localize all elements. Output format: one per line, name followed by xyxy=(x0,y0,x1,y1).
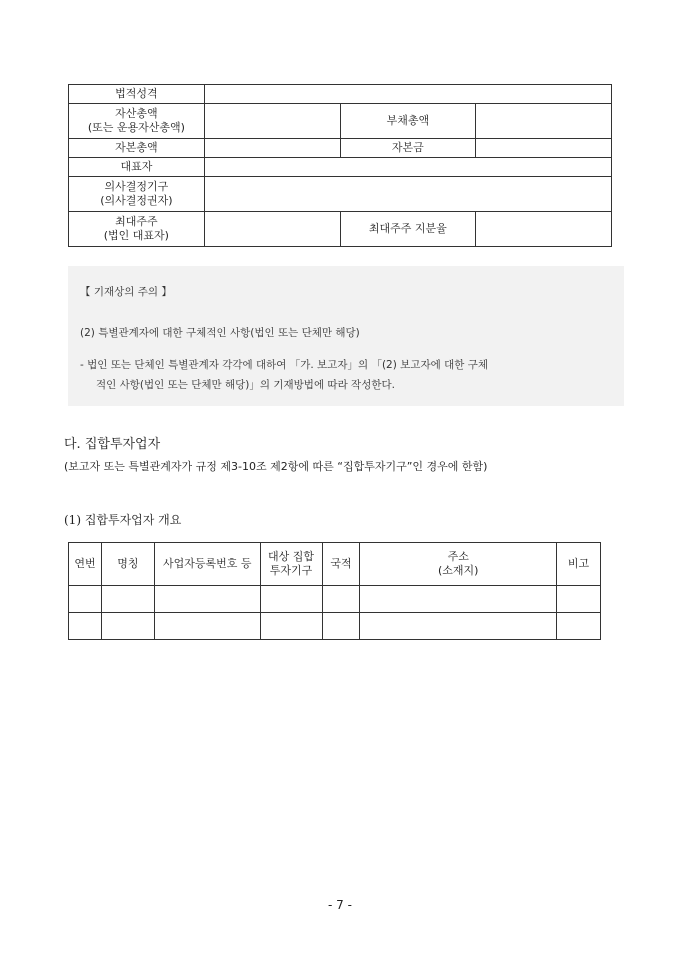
total-assets-label-line1: 자산총액 xyxy=(115,107,158,120)
table-cell xyxy=(260,586,322,613)
table-cell xyxy=(260,613,322,640)
largest-shareholder-ratio-value xyxy=(476,212,612,247)
capital-stock-label: 자본금 xyxy=(340,139,476,158)
notice-detail-line1: - 법인 또는 단체인 특별관계자 각각에 대하여 「가. 보고자」의 「(2) 보고자에 대한 구체 xyxy=(80,359,488,371)
header-target-fund-line1: 대상 집합 xyxy=(268,550,315,563)
largest-shareholder-label-line2: (법인 대표자) xyxy=(103,229,169,242)
page-number: - 7 - xyxy=(328,898,352,912)
table-cell xyxy=(360,586,557,613)
legal-nature-value xyxy=(204,85,611,104)
table-row xyxy=(69,613,601,640)
largest-shareholder-label-line1: 최대주주 xyxy=(115,215,158,228)
notice-detail-line2: 적인 사항(법인 또는 단체만 해당)」의 기재방법에 따라 작성한다. xyxy=(96,379,395,391)
decision-body-label-line1: 의사결정기구 xyxy=(104,180,169,193)
header-target-fund-line2: 투자기구 xyxy=(269,564,313,577)
table-row xyxy=(69,158,612,177)
header-name: 명칭 xyxy=(101,543,154,586)
header-biz-reg-no: 사업자등록번호 등 xyxy=(154,543,260,586)
header-no: 연번 xyxy=(69,543,102,586)
notice-title: 【 기재상의 주의 】 xyxy=(80,286,172,298)
table-row xyxy=(69,586,601,613)
notice-item: (2) 특별관계자에 대한 구체적인 사항(법인 또는 단체만 해당) xyxy=(80,327,360,339)
table-cell xyxy=(154,586,260,613)
table-cell xyxy=(69,613,102,640)
table-cell xyxy=(101,586,154,613)
total-liabilities-label: 부채총액 xyxy=(340,104,476,139)
header-remarks: 비고 xyxy=(557,543,601,586)
largest-shareholder-value xyxy=(204,212,340,247)
table-row xyxy=(69,212,612,247)
table-cell xyxy=(557,613,601,640)
table-cell xyxy=(322,586,360,613)
header-target-fund xyxy=(260,543,322,586)
total-assets-label-line2: (또는 운용자산총액) xyxy=(87,121,185,134)
table-cell xyxy=(154,613,260,640)
total-assets-label xyxy=(69,104,205,139)
header-address xyxy=(360,543,557,586)
table-cell xyxy=(360,613,557,640)
capital-stock-value xyxy=(476,139,612,158)
subsection-title: (1) 집합투자업자 개요 xyxy=(64,513,182,527)
decision-body-value xyxy=(204,177,611,212)
table-row xyxy=(69,104,612,139)
header-nationality: 국적 xyxy=(322,543,360,586)
table-row xyxy=(69,139,612,158)
decision-body-label xyxy=(69,177,205,212)
largest-shareholder-label xyxy=(69,212,205,247)
table-row xyxy=(69,85,612,104)
total-assets-value xyxy=(204,104,340,139)
table-row xyxy=(69,177,612,212)
largest-shareholder-ratio-label: 최대주주 지분율 xyxy=(340,212,476,247)
total-liabilities-value xyxy=(476,104,612,139)
section-description: (보고자 또는 특별관계자가 규정 제3-10조 제2항에 따른 “집합투자기구”인 경우에 한함) xyxy=(64,460,488,473)
manager-overview-table xyxy=(68,542,601,640)
notice-box xyxy=(68,266,624,406)
representative-label: 대표자 xyxy=(69,158,205,177)
decision-body-label-line2: (의사결정권자) xyxy=(100,194,173,207)
total-capital-label: 자본총액 xyxy=(69,139,205,158)
table-cell xyxy=(557,586,601,613)
header-address-line1: 주소 xyxy=(447,550,469,563)
table-header-row xyxy=(69,543,601,586)
table-cell xyxy=(322,613,360,640)
representative-value xyxy=(204,158,611,177)
legal-nature-label: 법적성격 xyxy=(69,85,205,104)
table-cell xyxy=(101,613,154,640)
section-title: 다. 집합투자업자 xyxy=(64,437,161,452)
total-capital-value xyxy=(204,139,340,158)
entity-info-table xyxy=(68,84,612,247)
header-address-line2: (소재지) xyxy=(438,564,479,577)
table-cell xyxy=(69,586,102,613)
